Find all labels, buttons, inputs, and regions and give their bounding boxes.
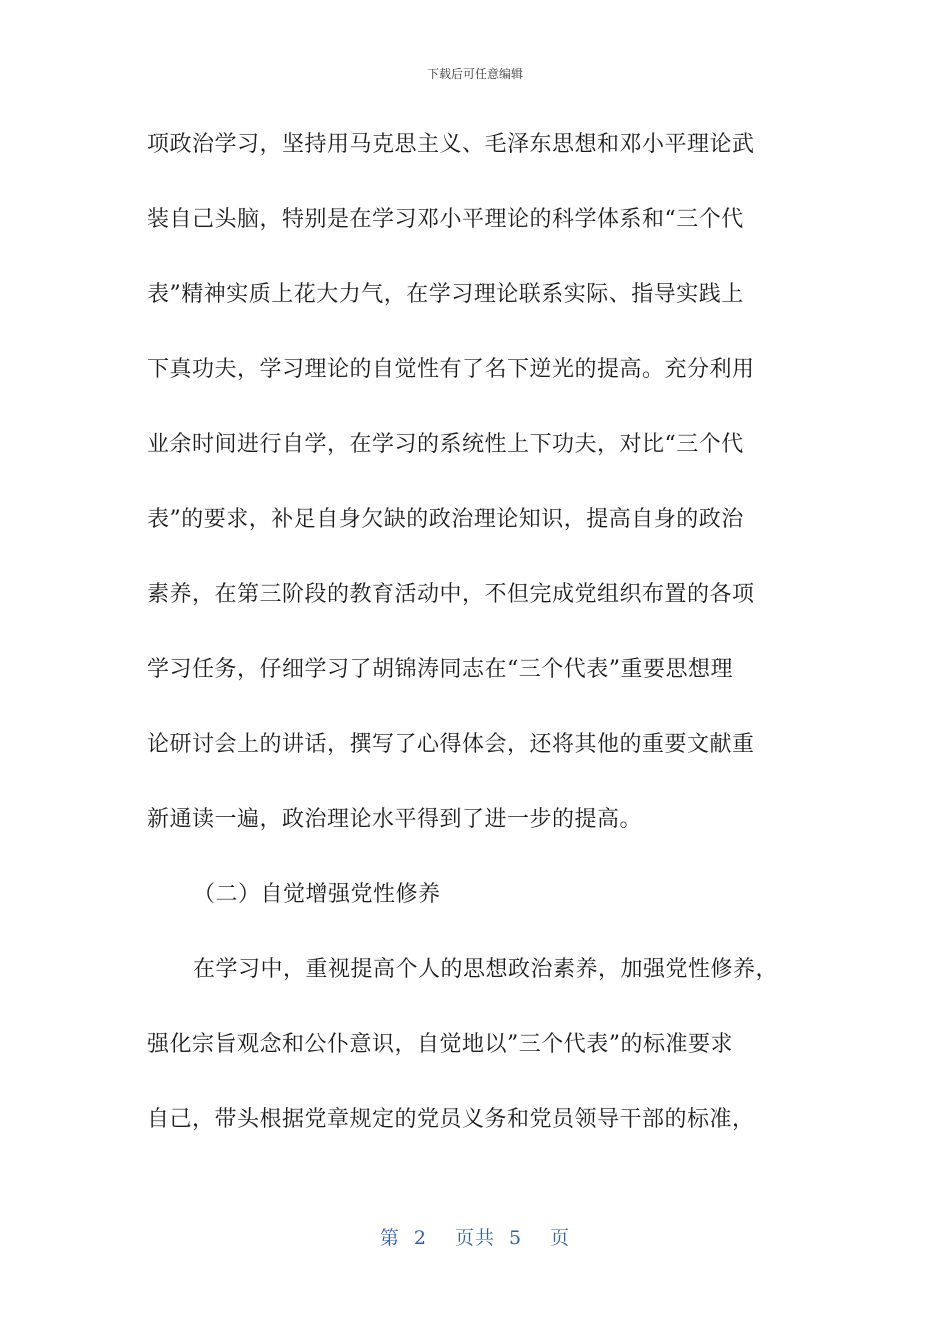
body-line-8: 学习任务，仔细学习了胡锦涛同志在“三个代表”重要思想理 [147, 657, 733, 682]
body-line-9: 论研讨会上的讲话，撰写了心得体会，还将其他的重要文献重 [147, 732, 755, 757]
body-line-1: 项政治学习，坚持用马克思主义、毛泽东思想和邓小平理论武 [147, 132, 755, 157]
body-line-5: 业余时间进行自学，在学习的系统性上下功夫，对比“三个代 [147, 432, 744, 457]
body-line-2: 装自己头脑，特别是在学习邓小平理论的科学体系和“三个代 [147, 207, 744, 232]
footer-total-pages: 5 [509, 1227, 523, 1249]
body-text [147, 122, 807, 1172]
body-line-3: 表”精神实质上花大力气，在学习理论联系实际、指导实践上 [147, 282, 744, 307]
body-line-4: 下真功夫，学习理论的自觉性有了名下逆光的提高。充分利用 [147, 357, 755, 382]
body-line-10: 新通读一遍，政治理论水平得到了进一步的提高。 [147, 807, 643, 832]
footer-suffix: 页 [550, 1227, 571, 1249]
footer-current-page: 2 [413, 1227, 427, 1249]
page-footer [0, 1224, 950, 1252]
body-line-14: 自己，带头根据党章规定的党员义务和党员领导干部的标准， [147, 1107, 755, 1132]
page-header: 下载后可任意编辑 [426, 67, 523, 81]
body-line-12: 在学习中，重视提高个人的思想政治素养，加强党性修养， [193, 957, 779, 982]
footer-middle: 页共 [454, 1227, 495, 1249]
body-line-13: 强化宗旨观念和公仆意识，自觉地以”三个代表”的标准要求 [147, 1032, 733, 1057]
footer-prefix: 第 [379, 1227, 400, 1249]
section-heading: （二）自觉增强党性修养 [193, 882, 441, 907]
body-line-6: 表”的要求，补足自身欠缺的政治理论知识，提高自身的政治 [147, 507, 744, 532]
body-line-7: 素养，在第三阶段的教育活动中，不但完成党组织布置的各项 [147, 582, 755, 607]
